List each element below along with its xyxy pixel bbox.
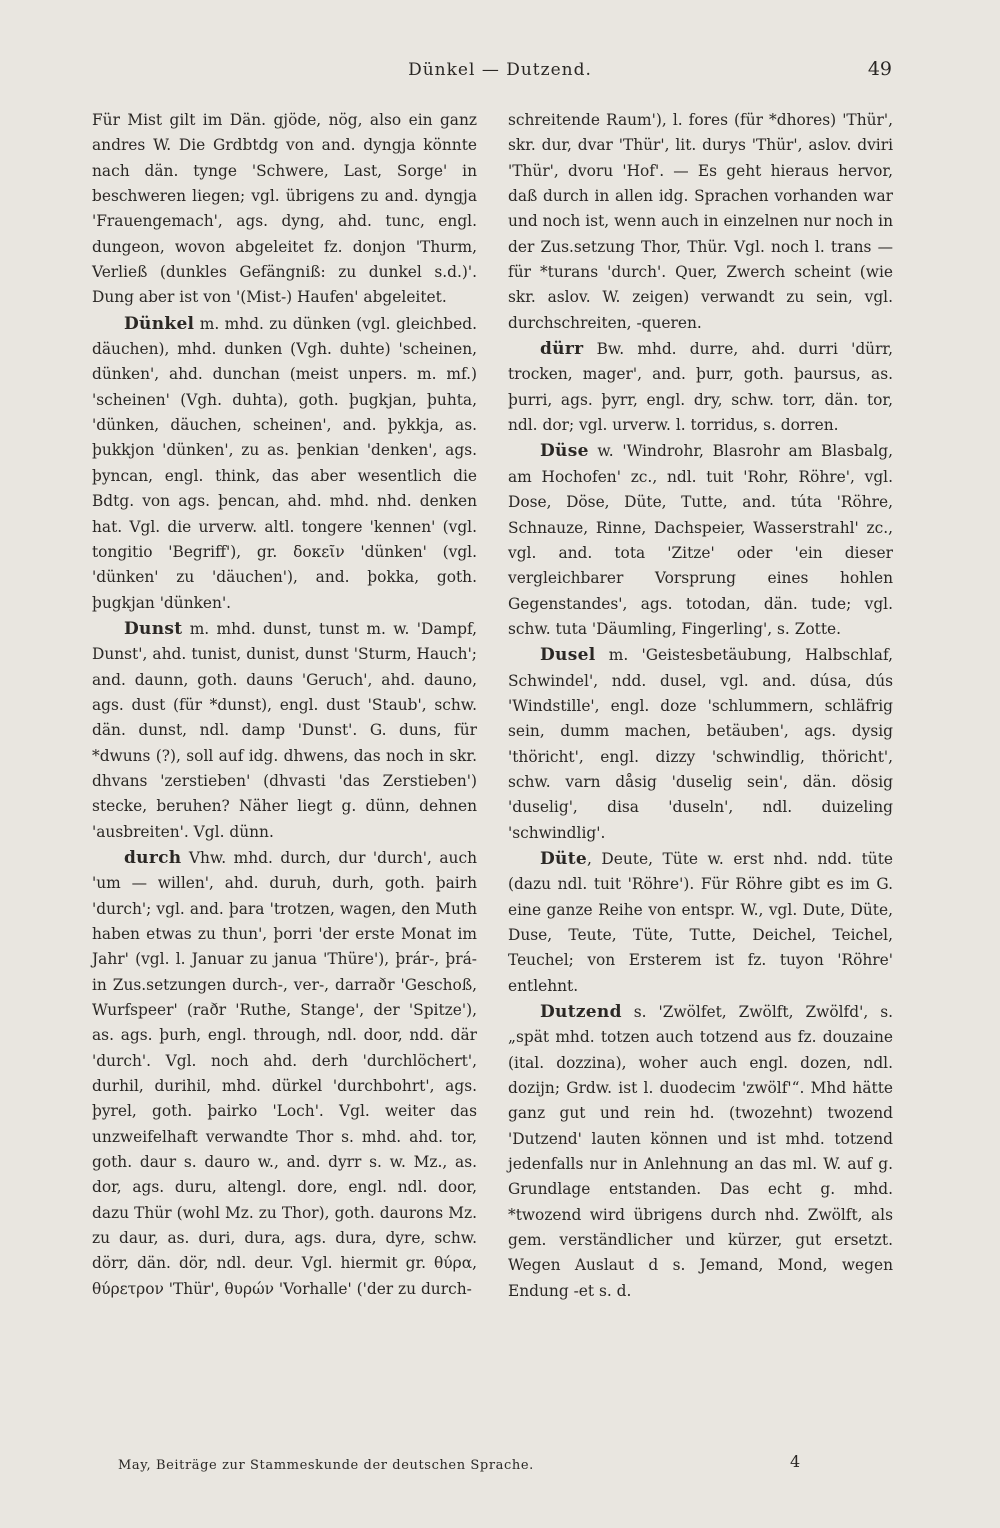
entry-headword: Dünkel <box>124 313 195 334</box>
dictionary-entry <box>508 643 893 846</box>
dictionary-entry-continuation <box>508 108 893 336</box>
entry-headword: dürr <box>540 339 584 360</box>
entry-text: , Deute, Tüte w. erst nhd. ndd. tüte (dazu ndl. tuit 'Röhre'). Für Röhre gibt es im G. eine ganze Reihe von entspr. W., vgl. Dute, Düte, Duse, Teute, Tüte, Tutte, Deichel, Teichel, Teuchel; von Ersterem ist fz. tuyon 'Röhre' entlehnt. <box>508 849 893 995</box>
footer-note: May, Beiträge zur Stammeskunde der deutschen Sprache. <box>118 1458 534 1473</box>
entry-text: schreitende Raum'), l. fores (für *dhores) 'Thür', skr. dur, dvar 'Thür', lit. durys 'Thür', aslov. dviri 'Thür', dvoru 'Hof'. — Es geht hieraus hervor, daß durch in allen idg. Sprachen vorhanden war und noch ist, wenn auch in einzelnen nur noch in der Zus.setzung Thor, Thür. Vgl. noch l. trans — für *turans 'durch'. Quer, Zwerch scheint (wie skr. aslov. W. zeigen) verwandt zu sein, vgl. durchschreiten, -queren. <box>508 111 893 332</box>
entry-text: Bw. mhd. durre, ahd. durri 'dürr, trocken, mager', and. þurr, goth. þaursus, as. þurri, ags. þyrr, engl. dry, schw. torr, dän. tor, ndl. dor; vgl. urverw. l. torridus, s. dorren. <box>508 340 893 435</box>
entry-text: m. mhd. dunst, tunst m. w. 'Dampf, Dunst', ahd. tunist, dunist, dunst 'Sturm, Hauch'; and. daunn, goth. dauns 'Geruch', ahd. dauno, ags. dust (für *dunst), engl. dust 'Staub', schw. dän. dunst, ndl. damp 'Dunst'. G. duns, für *dwuns (?), soll auf idg. dhwens, das noch in skr. dhvans 'zerstieben' (dhvasti 'das Zerstieben') stecke, beruhen? Näher liegt g. dünn, dehnen 'ausbreiten'. Vgl. dünn. <box>92 619 477 841</box>
entry-text: w. 'Windrohr, Blasrohr am Blasbalg, am Hochofen' zc., ndl. tuit 'Rohr, Röhre', vgl. Dose, Döse, Düte, Tutte, and. túta 'Röhre, Schnauze, Rinne, Dachspeier, Wasserstrahl' zc., vgl. and. tota 'Zitze' oder 'ein dieser vergleichbarer Vorsprung eines hohlen Gegenstandes', ags. totodan, dän. tude; vgl. schw. tuta 'Däumling, Fingerling', s. Zotte. <box>508 442 893 638</box>
entry-text: Für Mist gilt im Dän. gjöde, nög, also ein ganz andres W. Die Grdbtdg von and. dyngja könnte nach dän. tynge 'Schwere, Last, Sorge' in beschweren liegen; vgl. übrigens zu and. dyngja 'Frauengemach', ags. dyng, ahd. tunc, engl. dungeon, wovon abgeleitet fz. donjon 'Thurm, Verließ (dunkles Gefängniß: zu dunkel s.d.)'. Dung aber ist von '(Mist-) Haufen' abgeleitet. <box>92 111 477 307</box>
signature-mark: 4 <box>790 1452 801 1471</box>
running-title: Dünkel — Dutzend. <box>408 60 592 80</box>
page-number: 49 <box>867 58 892 80</box>
dictionary-entry <box>508 337 893 438</box>
dictionary-entry <box>508 847 893 999</box>
entry-text: m. 'Geistesbetäubung, Halbschlaf, Schwindel', ndd. dusel, vgl. and. dúsa, dús 'Windstille', engl. doze 'schlummern, schläfrig sein, dumm machen, betäuben', ags. dysig 'thöricht', engl. dizzy 'schwindlig, thöricht', schw. varn dåsig 'duselig sein', dän. dösig 'duselig', disa 'duseln', ndl. duizeling 'schwindlig'. <box>508 646 893 842</box>
dictionary-entry <box>508 1000 893 1304</box>
dictionary-entry-continuation <box>92 108 477 311</box>
entry-headword: Dunst <box>124 618 183 639</box>
dictionary-entry <box>92 312 477 616</box>
dictionary-entry <box>92 846 477 1302</box>
entry-headword: durch <box>124 847 182 868</box>
dictionary-entry <box>92 617 477 845</box>
entry-headword: Düte <box>540 848 587 869</box>
entry-text: m. mhd. zu dünken (vgl. gleichbed. däuchen), mhd. dunken (Vgh. duhte) 'scheinen, dünken', ahd. dunchan (meist unpers. m. mf.) 'scheinen' (Vgh. duhta), goth. þugkjan, þuhta, 'dünken, däuchen, scheinen', and. þykkja, as. þukkjon 'dünken', zu as. þenkian 'denken', ags. þyncan, engl. think, das aber wesentlich die Bdtg. von ags. þencan, ahd. mhd. nhd. denken hat. Vgl. die urverw. altl. tongere 'kennen' (vgl. tongitio 'Begriff'), gr. δοκεῖν 'dünken' (vgl. 'dünken' zu 'däuchen'), and. þokka, goth. þugkjan 'dünken'. <box>92 314 477 612</box>
right-column <box>508 108 893 1304</box>
entry-text: Vhw. mhd. durch, dur 'durch', auch 'um — willen', ahd. duruh, durh, goth. þairh 'durch'; vgl. and. þara 'trotzen, wagen, den Muth haben etwas zu thun', þorri 'der erste Monat im Jahr' (vgl. l. Januar zu janua 'Thüre'), þrár-, þrá- in Zus.setzungen durch-, ver-, darraðr 'Geschoß, Wurfspeer' (raðr 'Ruthe, Stange', der 'Spitze'), as. ags. þurh, engl. through, ndl. door, ndd. där 'durch'. Vgl. noch ahd. derh 'durchlöchert', durhil, durihil, mhd. dürkel 'durchbohrt', ags. þyrel, goth. þairko 'Loch'. Vgl. weiter das unzweifelhaft verwandte Thor s. mhd. ahd. tor, goth. daur s. dauro w., and. dyrr s. w. Mz., as. dor, ags. duru, altengl. dore, engl. ndl. door, dazu Thür (wohl Mz. zu Thor), goth. daurons Mz. zu daur, as. duri, dura, ags. dura, dyre, schw. dörr, dän. dör, ndl. deur. Vgl. hiermit gr. θύρα, θύρετρον 'Thür', θυρών 'Vorhalle' ('der zu durch- <box>92 848 477 1298</box>
entry-text: s. 'Zwölfet, Zwölft, Zwölfd', s. „spät mhd. totzen auch totzend aus fz. douzaine (ital. dozzina), woher auch engl. dozen, ndl. dozijn; Grdw. ist l. duodecim 'zwölf'“. Mhd hätte ganz gut und rein hd. (twozehnt) twozend 'Dutzend' lauten können und ist mhd. totzend jedenfalls nur in Anlehnung an das ml. W. auf g. Grundlage entstanden. Das echt g. mhd. *twozend wird übrigens durch nhd. Zwölft, als gem. verständlicher und kürzer, gut ersetzt. Wegen Auslaut d s. Jemand, Mond, wegen Endung -et s. d. <box>508 1003 893 1300</box>
entry-headword: Düse <box>540 441 589 462</box>
left-column <box>92 108 477 1302</box>
entry-headword: Dusel <box>540 645 596 666</box>
entry-headword: Dutzend <box>540 1002 622 1023</box>
dictionary-entry <box>508 439 893 642</box>
